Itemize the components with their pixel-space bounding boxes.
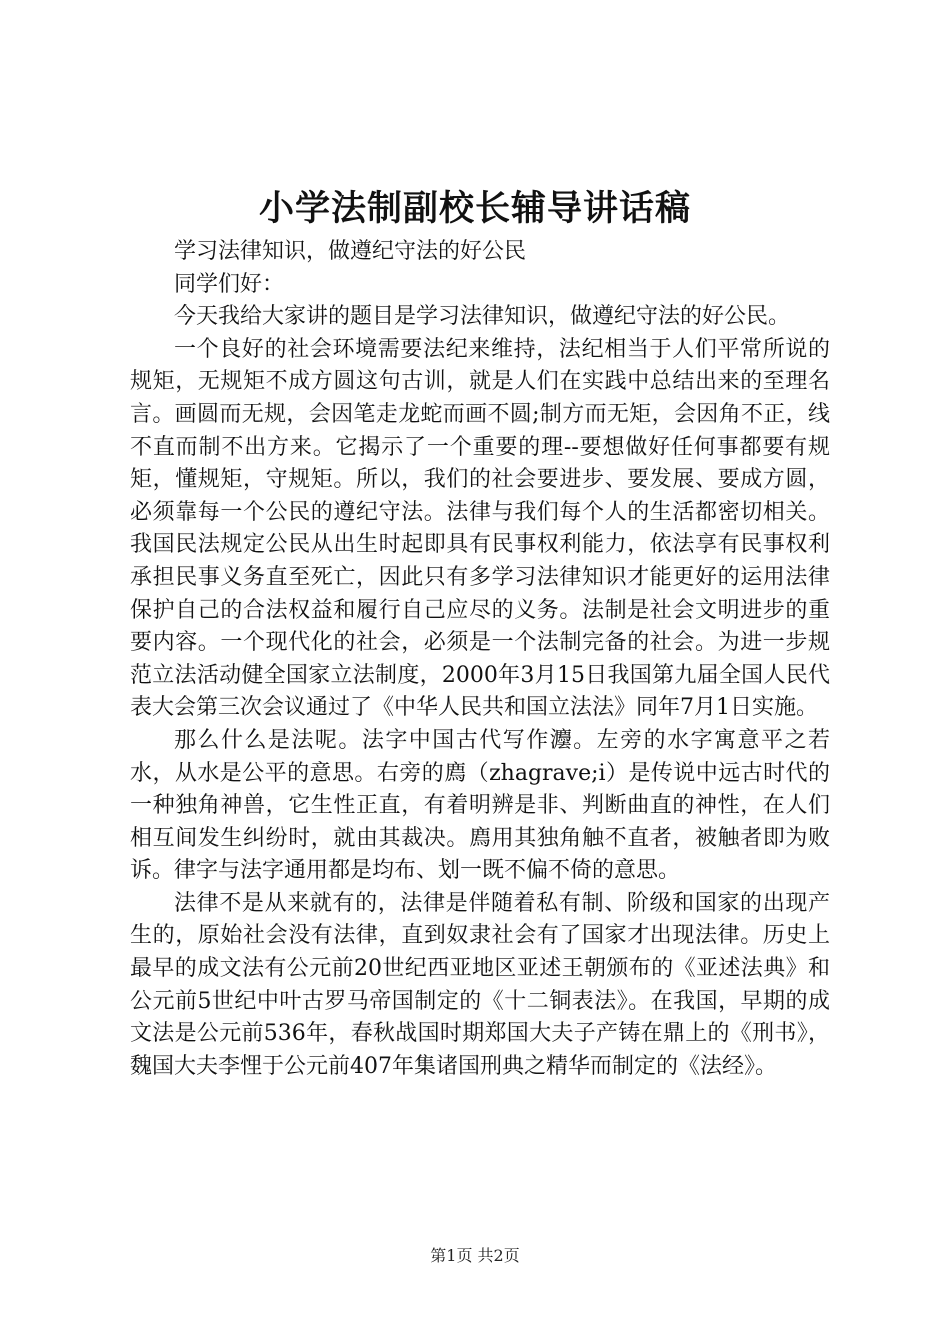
body-paragraph: 一个良好的社会环境需要法纪来维持，法纪相当于人们平常所说的规矩，无规矩不成方圆这句古训，就是人们在实践中总结出来的至理名言。画圆而无规，会因笔走龙蛇而画不圆;制方而无矩，会因角不正，线不直而制不出方来。它揭示了一个重要的理--要想做好任何事都要有规矩，懂规矩，守规矩。所以，我们的社会要进步、要发展、要成方圆，必须靠每一个公民的遵纪守法。法律与我们每个人的生活都密切相关。我国民法规定公民从出生时起即具有民事权利能力，依法享有民事权利承担民事义务直至死亡，因此只有多学习法律知识才能更好的运用法律保护自己的合法权益和履行自己应尽的义务。法制是社会文明进步的重要内容。一个现代化的社会，必须是一个法制完备的社会。为进一步规范立法活动健全国家立法制度，2000年3月15日我国第九届全国人民代表大会第三次会议通过了《中华人民共和国立法法》同年7月1日实施。 <box>130 336 830 721</box>
greeting-paragraph: 同学们好： <box>174 271 285 297</box>
page-title: 小学法制副校长辅导讲话稿 <box>258 188 691 229</box>
intro-paragraph: 今天我给大家讲的题目是学习法律知识，做遵纪守法的好公民。 <box>174 304 791 330</box>
subtitle-paragraph: 学习法律知识，做遵纪守法的好公民 <box>174 239 527 264</box>
document-body <box>130 236 830 1083</box>
body-paragraph: 那么什么是法呢。法字中国古代写作灋。左旁的水字寓意平之若水，从水是公平的意思。右旁的廌（zhagrave;i）是传说中远古时代的一种独角神兽，它生性正直，有着明辨是非、判断曲直的神性，在人们相互间发生纠纷时，就由其裁决。廌用其独角触不直者，被触者即为败诉。律字与法字通用都是均布、划一既不偏不倚的意思。 <box>130 727 830 884</box>
body-paragraph: 法律不是从来就有的，法律是伴随着私有制、阶级和国家的出现产生的，原始社会没有法律，直到奴隶社会有了国家才出现法律。历史上最早的成文法有公元前20世纪西亚地区亚述王朝颁布的《亚述法典》和公元前5世纪中叶古罗马帝国制定的《十二铜表法》。在我国，早期的成文法是公元前536年，春秋战国时期郑国大夫子产铸在鼎上的《刑书》，魏国大夫李悝于公元前407年集诸国刑典之精华而制定的《法经》。 <box>130 890 830 1079</box>
page-number-footer: 第1页 共2页 <box>430 1246 520 1265</box>
